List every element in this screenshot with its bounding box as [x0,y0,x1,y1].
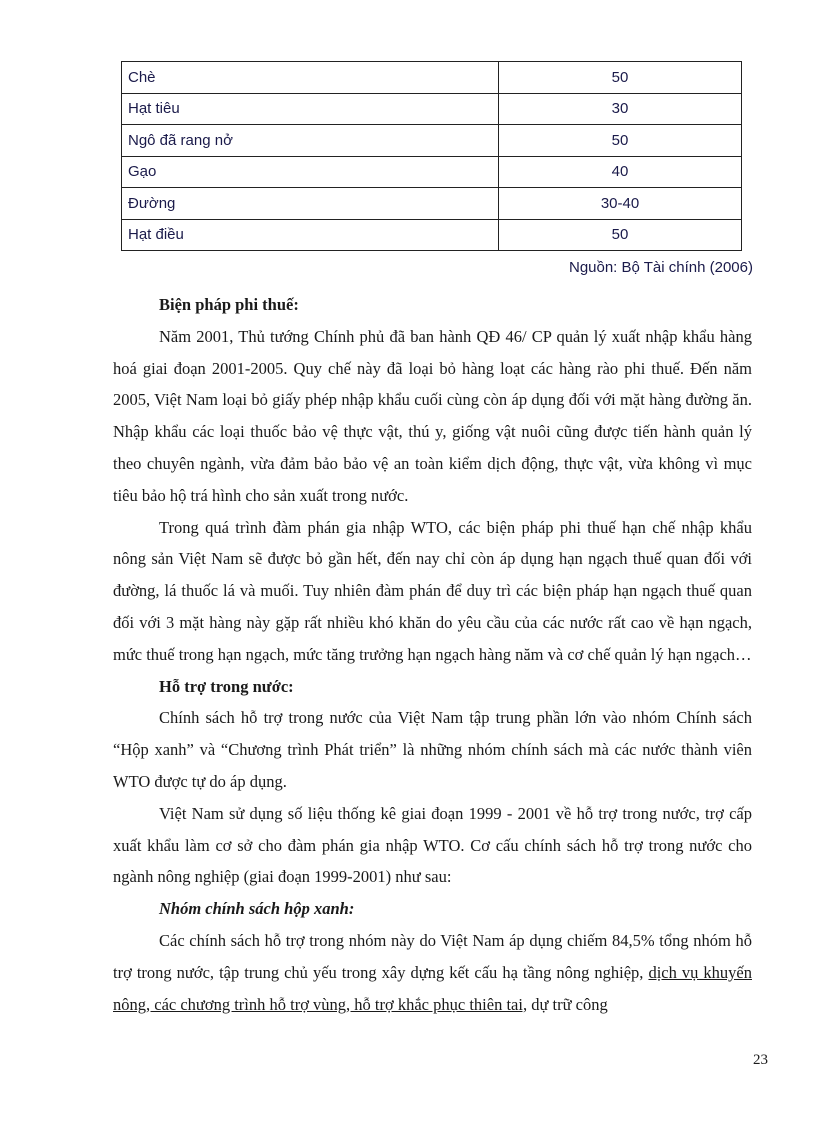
paragraph [113,925,752,1020]
page-number: 23 [753,1052,768,1068]
table-cell-item: Chè [122,62,499,94]
tariff-table [121,61,742,251]
table-row [122,93,742,125]
table-source-note: Nguồn: Bộ Tài chính (2006) [568,259,753,276]
table-cell-item: Ngô đã rang nở [122,125,499,157]
table-row [122,125,742,157]
underlined-text: dịch vụ khuyến nông, các chương trình hỗ trợ vùng, hỗ trợ khắc phục thiên tai, [113,962,752,1014]
paragraph: Năm 2001, Thủ tướng Chính phủ đã ban hành QĐ 46/ CP quản lý xuất nhập khẩu hàng hoá giai đoạn 2001-2005. Quy chế này đã loại bỏ hàng loạt các hàng rào phi thuế. Đến năm 2005, Việt Nam loại bỏ giấy phép nhập khẩu cuối cùng còn áp dụng đối với mặt hàng đường ăn. Nhập khẩu các loại thuốc bảo vệ thực vật, thú y, giống vật nuôi cũng được tiến hành quản lý theo chuyên ngành, vừa đảm bảo bảo vệ an toàn kiểm dịch động, thực vật, vừa không vì mục tiêu bảo hộ trá hình cho sản xuất trong nước. [113,326,752,505]
paragraph-text: dự trữ công [527,994,608,1014]
section-heading-non-tariff: Biện pháp phi thuế: [159,295,299,314]
table-row [122,188,742,220]
table-cell-value: 50 [499,62,742,94]
table-cell-value: 40 [499,156,742,188]
table-cell-item: Hạt điều [122,219,499,251]
section-heading-green-box: Nhóm chính sách hộp xanh: [159,899,355,919]
paragraph: Việt Nam sử dụng số liệu thống kê giai đoạn 1999 - 2001 về hỗ trợ trong nước, trợ cấp xuất khẩu làm cơ sở cho đàm phán gia nhập WTO. Cơ cấu chính sách hỗ trợ trong nước cho ngành nông nghiệp (giai đoạn 1999-2001) như sau: [113,803,752,887]
paragraph: Chính sách hỗ trợ trong nước của Việt Nam tập trung phần lớn vào nhóm Chính sách “Hộp xanh” và “Chương trình Phát triển” là những nhóm chính sách mà các nước thành viên WTO được tự do áp dụng. [113,708,752,791]
section-heading-domestic-support: Hỗ trợ trong nước: [159,676,294,696]
table-cell-value: 30-40 [499,188,742,220]
table-cell-item: Đường [122,188,499,220]
paragraph-text: Các chính sách hỗ trợ trong nhóm này do Việt Nam áp dụng chiếm 84,5% tổng nhóm hỗ trợ trong nước, tập trung chủ yếu trong xây dựng kết cấu hạ tầng nông nghiệp, [113,930,752,982]
table-row [122,219,742,251]
table-row [122,156,742,188]
table-cell-value: 30 [499,93,742,125]
table-cell-item: Hạt tiêu [122,93,499,125]
document-body [113,289,752,1020]
paragraph: Trong quá trình đàm phán gia nhập WTO, các biện pháp phi thuế hạn chế nhập khẩu nông sản Việt Nam sẽ được bỏ gần hết, đến nay chỉ còn áp dụng hạn ngạch thuế quan đối với đường, lá thuốc lá và muối. Tuy nhiên đàm phán để duy trì các biện pháp hạn ngạch thuế quan đối với 3 mặt hàng này gặp rất nhiều khó khăn do yêu cầu của các nước rất cao về hạn ngạch, mức thuế trong hạn ngạch, mức tăng trưởng hạn ngạch hàng năm và cơ chế quản lý hạn ngạch… [113,517,752,664]
table-cell-value: 50 [499,125,742,157]
table-row [122,62,742,94]
table-cell-item: Gạo [122,156,499,188]
table-cell-value: 50 [499,219,742,251]
